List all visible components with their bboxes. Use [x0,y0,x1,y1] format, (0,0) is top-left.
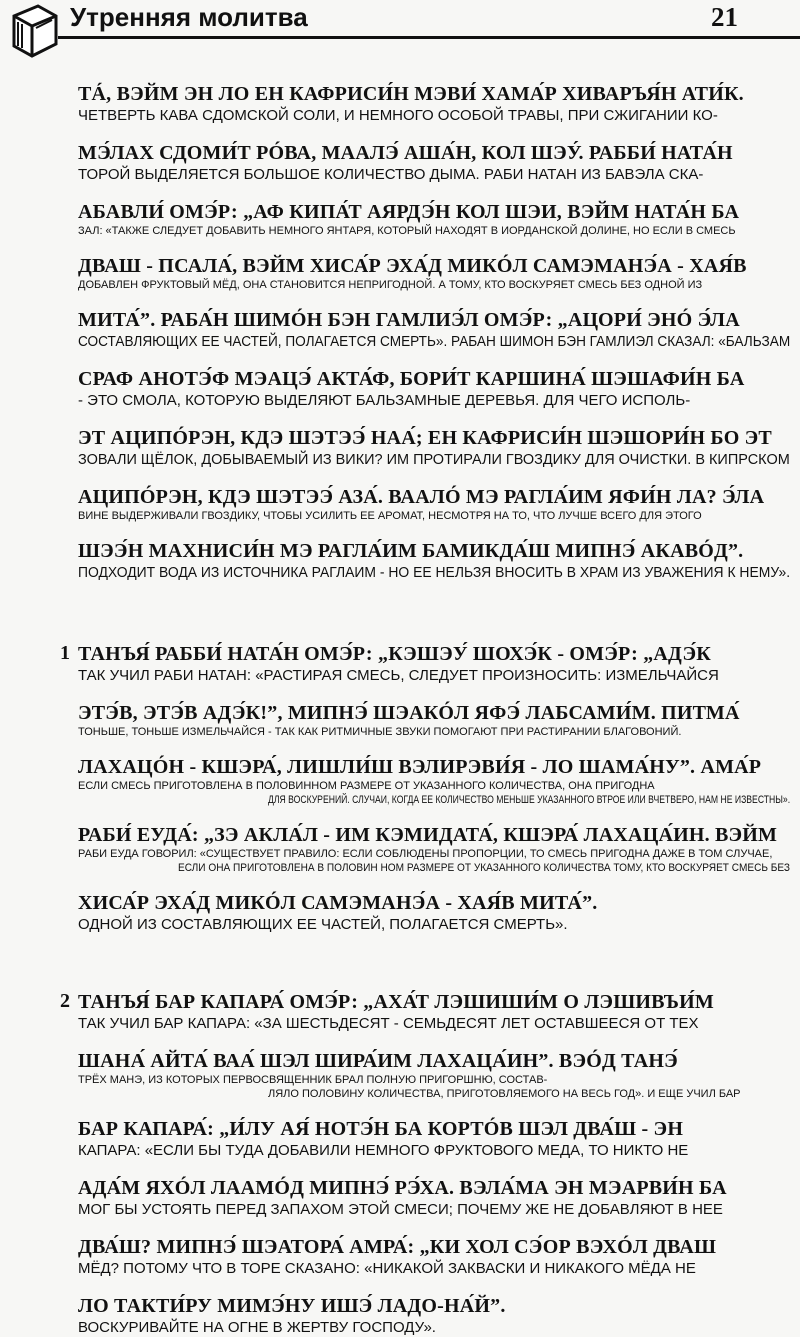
translation-line: ЕСЛИ СМЕСЬ ПРИГОТОВЛЕНА В ПОЛОВИННОМ РАЗМЕРЕ ОТ УКАЗАННОГО КОЛИЧЕСТВА, ОНА ПРИГОДНА [78,780,655,792]
translation-line: МОГ БЫ УСТОЯТЬ ПЕРЕД ЗАПАХОМ ЭТОЙ СМЕСИ; ПОЧЕМУ ЖЕ НЕ ДОБАВЛЯЮТ В НЕЕ [78,1201,723,1218]
translation-line: ЕСЛИ ОНА ПРИГОТОВЛЕНА В ПОЛОВИН НОМ РАЗМЕРЕ ОТ УКАЗАННОГО КОЛИЧЕСТВА ТОМУ, КТО ВОСКУРЯЕТ СМЕСЬ БЕЗ [178,862,791,874]
transliteration-line: ШАНА́ АЙТА́ ВАА́ ШЭЛ ШИРА́ИМ ЛАХАЦА́ИН”. ВЭÓД ТАНЭ́ [78,1050,678,1072]
translation-line: СОСТАВЛЯЮЩИХ ЕЕ ЧАСТЕЙ, ПОЛАГАЕТСЯ СМЕРТЬ». РАБАН ШИМОН БЭН ГАМЛИЭЛ СКАЗАЛ: «БАЛЬЗАМ [78,333,791,350]
translation-line: ВИНЕ ВЫДЕРЖИВАЛИ ГВОЗДИКУ, ЧТОБЫ УСИЛИТЬ ЕЕ АРОМАТ, НЕСМОТРЯ НА ТО, ЧТО ЛУЧШЕ ВСЕГО ДЛЯ ЭТОГО [78,510,702,522]
text-block [0,823,800,875]
page-number: 21 [711,2,738,32]
text-block [0,539,800,582]
text-block [0,485,800,523]
text-block [0,141,800,184]
page-header [0,0,800,60]
translation-line: ЗАЛ: «ТАКЖЕ СЛЕДУЕТ ДОБАВИТЬ НЕМНОГО ЯНТАРЯ, КОТОРЫЙ НАХОДЯТ В ИОРДАНСКОЙ ДОЛИНЕ, НО ЕСЛИ В СМЕСЬ [78,225,736,237]
text-block [0,426,800,469]
text-block [0,642,800,685]
text-block [0,1049,800,1101]
translation-line: ТОНЬШЕ, ТОНЬШЕ ИЗМЕЛЬЧАЙСЯ - ТАК КАК РИТМИЧНЫЕ ЗВУКИ ПОМОГАЮТ ПРИ РАСТИРАНИИ БЛАГОВОНИЙ. [78,726,682,738]
translation-line: ДЛЯ ВОСКУРЕНИЙ. СЛУЧАИ, КОГДА ЕЕ КОЛИЧЕСТВО МЕНЬШЕ УКАЗАННОГО ВТРОЕ ИЛИ ВЧЕТВЕРО, НАМ НЕ ИЗВЕСТНЫ». [268,794,791,806]
translation-line: РАБИ ЕУДА ГОВОРИЛ: «СУЩЕСТВУЕТ ПРАВИЛО: ЕСЛИ СОБЛЮДЕНЫ ПРОПОРЦИИ, ТО СМЕСЬ ПРИГОДНА ДАЖЕ В ТОМ СЛУЧАЕ, [78,848,773,860]
transliteration-line: ТÁ, ВЭЙМ ЭН ЛО ЕН КАФРИСИ́Н МЭВИ́ ХАМА́Р ХИВАРЪЯ́Н АТИ́К. [78,83,744,105]
paragraph-number: 2 [60,990,70,1012]
transliteration-line: ШЭЭ́Н МАХНИСИ́Н МЭ РАГЛА́ИМ БАМИКДА́Ш МИПНЭ́ АКАВÓД”. [78,540,744,562]
transliteration-line: МЭ́ЛАХ СДОМИ́Т РÓВА, МААЛЭ́ АША́Н, КОЛ ШЭУ́. РАББИ́ НАТА́Н [78,142,733,164]
translation-line: ЛЯЛО ПОЛОВИНУ КОЛИЧЕСТВА, ПРИГОТОВЛЯЕМОГО НА ВЕСЬ ГОД». И ЕЩЕ УЧИЛ БАР [268,1088,741,1100]
translation-line: ЧЕТВЕРТЬ КАВА СДОМСКОЙ СОЛИ, И НЕМНОГО ОСОБОЙ ТРАВЫ, ПРИ СЖИГАНИИ КО- [78,107,718,124]
text-block [0,200,800,238]
translation-line: ДОБАВЛЕН ФРУКТОВЫЙ МЁД, ОНА СТАНОВИТСЯ НЕПРИГОДНОЙ. А ТОМУ, КТО ВОСКУРЯЕТ СМЕСЬ БЕЗ ОДНОЙ ИЗ [78,279,703,291]
transliteration-line: ТАНЪЯ́ РАББИ́ НАТА́Н ОМЭ́Р: „КЭШЭУ́ ШОХЭ́К - ОМЭ́Р: „АДЭ́К [78,643,711,665]
translation-line: ТОРОЙ ВЫДЕЛЯЕТСЯ БОЛЬШОЕ КОЛИЧЕСТВО ДЫМА. РАБИ НАТАН ИЗ БАВЭЛА СКА- [78,166,704,183]
text-block [0,755,800,807]
paragraph-number: 1 [60,642,70,664]
translation-line: ТАК УЧИЛ БАР КАПАРА: «ЗА ШЕСТЬДЕСЯТ - СЕМЬДЕСЯТ ЛЕТ ОСТАВШЕЕСЯ ОТ ТЕХ [78,1015,699,1032]
transliteration-line: ДВАШ - ПСАЛА́, ВЭЙМ ХИСА́Р ЭХА́Д МИКÓЛ САМЭМАНЭ́А - ХАЯ́В [78,255,747,277]
translation-line: ПОДХОДИТ ВОДА ИЗ ИСТОЧНИКА РАГЛАИМ - НО ЕЕ НЕЛЬЗЯ ВНОСИТЬ В ХРАМ ИЗ УВАЖЕНИЯ К НЕМУ». [78,564,791,581]
translation-line: ОДНОЙ ИЗ СОСТАВЛЯЮЩИХ ЕЕ ЧАСТЕЙ, ПОЛАГАЕТСЯ СМЕРТЬ». [78,916,568,933]
transliteration-line: АБАВЛИ́ ОМЭ́Р: „АФ КИПА́Т АЯРДЭ́Н КОЛ ШЭИ, ВЭЙМ НАТА́Н БА [78,201,740,223]
text-block [0,1294,800,1337]
text-block [0,701,800,739]
text-block [0,1117,800,1160]
transliteration-line: ХИСА́Р ЭХА́Д МИКÓЛ САМЭМАНЭ́А - ХАЯ́В МИТА́”. [78,892,598,914]
transliteration-line: ТАНЪЯ́ БАР КАПАРА́ ОМЭ́Р: „АХА́Т ЛЭШИШИ́М О ЛЭШИВЪИ́М [78,991,714,1013]
text-block [0,990,800,1033]
translation-line: - ЭТО СМОЛА, КОТОРУЮ ВЫДЕЛЯЮТ БАЛЬЗАМНЫЕ ДЕРЕВЬЯ. ДЛЯ ЧЕГО ИСПОЛЬ- [78,392,691,409]
translation-line: ВОСКУРИВАЙТЕ НА ОГНЕ В ЖЕРТВУ ГОСПОДУ». [78,1319,436,1336]
prayer-book-icon [4,2,62,58]
transliteration-line: АЦИПÓРЭН, КДЭ ШЭТЭЭ́ АЗА́. ВААЛÓ МЭ РАГЛА́ИМ ЯФИ́Н ЛА? Э́ЛА [78,486,765,508]
transliteration-line: СРАФ АНОТЭ́Ф МЭАЦЭ́ АКТА́Ф, БОРИ́Т КАРШИНА́ ШЭШАФИ́Н БА [78,368,745,390]
text-block [0,367,800,410]
header-rule [58,36,800,39]
transliteration-line: ДВА́Ш? МИПНЭ́ ШЭАТОРА́ АМРА́: „КИ ХОЛ СЭ́ОР ВЭХÓЛ ДВАШ [78,1236,717,1258]
transliteration-line: ЭТЭ́В, ЭТЭ́В АДЭ́К!”, МИПНЭ́ ШЭАКÓЛ ЯФЭ́ ЛАБСАМИ́М. ПИТМА́ [78,702,740,724]
running-title: Утренняя молитва [70,2,308,32]
transliteration-line: РАБИ́ ЕУДА́: „ЗЭ АКЛА́Л - ИМ КЭМИДАТА́, КШЭРА́ ЛАХАЦА́ИН. ВЭЙМ [78,824,778,846]
translation-line: МЁД? ПОТОМУ ЧТО В ТОРЕ СКАЗАНО: «НИКАКОЙ ЗАКВАСКИ И НИКАКОГО МЁДА НЕ [78,1260,696,1277]
text-block [0,891,800,934]
transliteration-line: АДА́М ЯХÓЛ ЛААМÓД МИПНЭ́ РЭ́ХА. ВЭЛА́МА ЭН МЭАРВИ́Н БА [78,1177,727,1199]
text-block [0,308,800,351]
text-block [0,82,800,125]
transliteration-line: ЭТ АЦИПÓРЭН, КДЭ ШЭТЭЭ́ НАА́; ЕН КАФРИСИ́Н ШЭШОРИ́Н БО ЭТ [78,427,772,449]
transliteration-line: МИТА́”. РАБА́Н ШИМÓН БЭН ГАМЛИЭ́Л ОМЭ́Р: „АЦОРИ́ ЭНÓ Э́ЛА [78,309,740,331]
transliteration-line: ЛАХАЦÓН - КШЭРА́, ЛИШЛИ́Ш ВЭЛИРЭВИ́Я - ЛО ШАМА́НУ”. АМА́Р [78,756,762,778]
translation-line: ТАК УЧИЛ РАБИ НАТАН: «РАСТИРАЯ СМЕСЬ, СЛЕДУЕТ ПРОИЗНОСИТЬ: ИЗМЕЛЬЧАЙСЯ [78,667,719,684]
translation-line: ТРЁХ МАНЭ, ИЗ КОТОРЫХ ПЕРВОСВЯЩЕННИК БРАЛ ПОЛНУЮ ПРИГОРШНЮ, СОСТАВ- [78,1074,548,1086]
text-block [0,1176,800,1219]
translation-line: ЗОВАЛИ ЩЁЛОК, ДОБЫВАЕМЫЙ ИЗ ВИКИ? ИМ ПРОТИРАЛИ ГВОЗДИКУ ДЛЯ ОЧИСТКИ. В КИПРСКОМ [78,451,790,468]
text-block [0,1235,800,1278]
transliteration-line: ЛО ТАКТИ́РУ МИМЭ́НУ ИШЭ́ ЛАДО-НА́Й”. [78,1295,506,1317]
translation-line: КАПАРА: «ЕСЛИ БЫ ТУДА ДОБАВИЛИ НЕМНОГО ФРУКТОВОГО МЕДА, ТО НИКТО НЕ [78,1142,689,1159]
text-block [0,254,800,292]
transliteration-line: БАР КАПАРА́: „И́ЛУ АЯ́ НОТЭ́Н БА КОРТÓВ ШЭЛ ДВА́Ш - ЭН [78,1118,684,1140]
